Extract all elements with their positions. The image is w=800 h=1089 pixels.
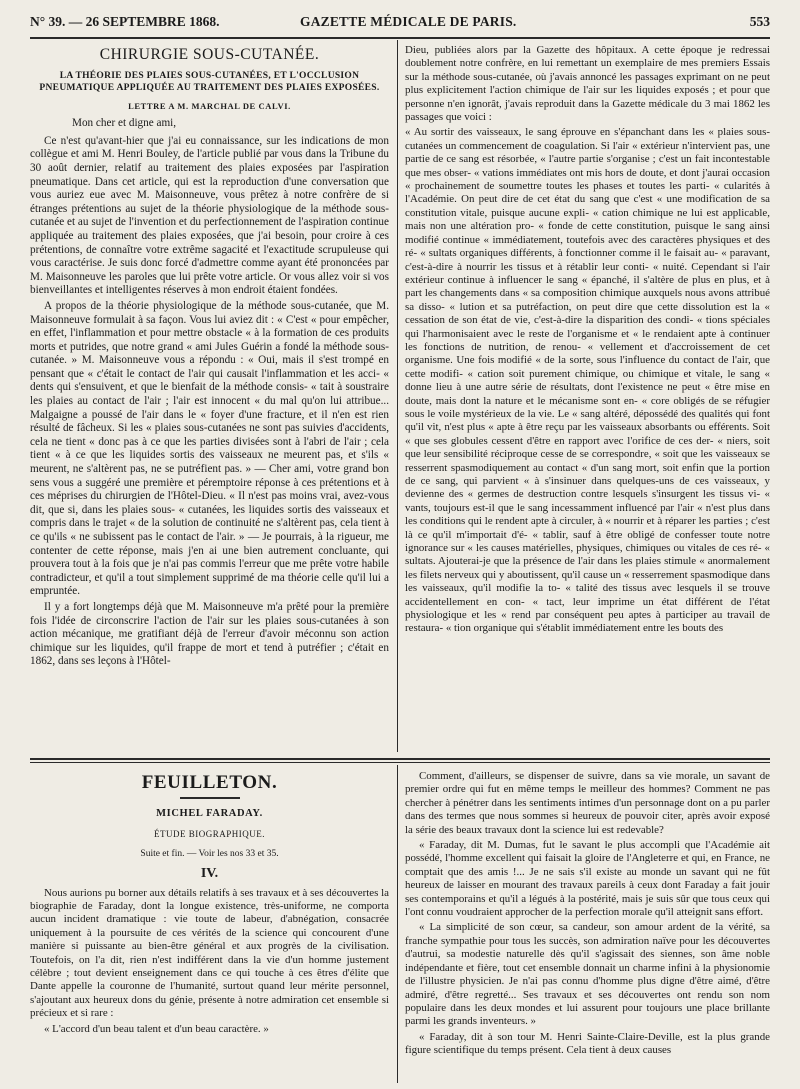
journal-title: GAZETTE MÉDICALE DE PARIS. <box>300 14 517 29</box>
feuilleton-right-column <box>405 770 770 1086</box>
page-number: 553 <box>749 14 770 29</box>
salutation: Mon cher et digne ami, <box>72 117 177 130</box>
article-left-column <box>30 44 389 754</box>
feuilleton-rule <box>30 758 770 760</box>
column-divider-top <box>397 40 398 752</box>
feuilleton-rule-thin <box>30 762 770 763</box>
article-subtitle: LA THÉORIE DES PLAIES SOUS-CUTANÉES, ET L'OCCLUSION PNEUMATIQUE APPLIQUÉE AU TRAITEMENT DES PLAIES EXPOSÉES. <box>39 70 380 93</box>
article-paragraph: A propos de la théorie physiologique de la méthode sous-cutanée, que M. Maisonneuve formulait à sa façon. Vous lui aviez dit : « C'est « pour empêcher, en effet, l'inflammation et pour mettre obstacle « à la formation de ces produits morts et putrides, que notre grand « ami Jules Guérin a fondé la méthode sous-cutanée. » M. Maisonneuve vous a répondu : « Oui, mais il s'est trompé en pensant que « c'était le contact de l'air qui causait l'inflammation et les acci- « dents qui s'ensuivent, et que le bienfait de la méthode consis- « tait à soustraire les plaies au contact de l'air ; l'air est innocent « du mal qu'on lui attribue... Malgaigne a poussé de l'air dans le « foyer d'une fracture, et il n'en est rien résulté de fâcheux. Si les « plaies sous-cutanées ne sont pas suivies d'accidents, cela ne tient « donc pas à ce que les parties divisées sont à l'abri de l'air ; cela tient « à ce que les liquides sortis des vaisseaux ne meurent pas, et s'ils « meurent, ne s'altèrent pas, ne se putréfient pas. » — Cher ami, votre grand bon sens vous a suggéré une première et péremptoire réponse à ces prétentions et à ces méprises du chirurgien de l'Hôtel-Dieu. « Il n'est pas moins vrai, avez-vous dit, que si, dans les plaies sous- « cutanées, les liquides sortis des vaisseaux et compris dans le trajet « de la solution de continuité ne s'altèrent pas, cela tient à ce qu'ils « ne subissent pas le contact de l'air. » — Je pourrais, à la rigueur, me contenter de cette réponse, mais j'en ai une bien autrement concluante, qui prouvera tout à la fois que je n'ai pas commis l'erreur que me prête votre habile contradicteur, et qu'il a tout simplement supprimé de ma théorie celle qu'il lui a empruntée. <box>30 299 389 598</box>
article-right-column <box>405 44 770 754</box>
feuilleton-title: FEUILLETON. <box>141 772 278 793</box>
feuilleton-paragraph: Comment, d'ailleurs, se dispenser de suivre, dans sa vie morale, un savant de premier ordre qui fut en même temps le meilleur des hommes? Comment ne pas chercher à pénétrer dans les sentiments intimes d'un personnage dont on a pu parler dans des termes que nous sommes si heureux de pouvoir citer, après avoir exposé la série des beaux travaux dont la science lui est redevable? <box>405 770 770 836</box>
article-quote: « Au sortir des vaisseaux, le sang éprouve en s'épanchant dans les « plaies sous-cutanées un commencement de coagulation. Si l'air « extérieur n'intervient pas, une partie de ce sang est résorbée, « l'autre partie s'organise ; c'est un fait incontestable que mes obser- « vations immédiates ont mis hors de doute, et dont j'aurai occasion « prochainement de soumettre toutes les phases et toutes les parti- « cularités à l'Académie. On peut dire de cet état du sang que c'est « une modification de sa constitution vitale, puisque aucune expli- « cation chimique ne lui est applicable, mais non une altération pro- « fonde de cette constitution, puisque le sang ainsi modifié continue « immédiatement, toutefois avec des caractères physiques et des ré- « sultats organiques différents, à fonctionner comme il le faisait au- « paravant, c'est-à-dire à nourrir les tissus et à rétablir leur conti- « nuité. Cependant si l'air extérieur continue à influencer le sang « épanché, il s'altère de plus en plus, et à part les changements dans « sa composition chimique auxquels nous avons attribué sa disso- « lution et sa putréfaction, on peut dire que cette dissolution est la « cessation de son état de vie, c'est-à-dire la disparition des condi- « tions spéciales qui l'harmonisaient avec le reste de l'organisme et « le rendaient apte à continuer les fonctions de nutrition, de renou- « vellement et d'accroissement de cet organisme. Une fois modifié « de la sorte, sous l'influence du contact de l'air, que cette modifi- « cation soit purement chimique, ou chimique et vitale, le sang « donne lieu à une autre série de résultats, dont l'existence ne peut « être mise en doute, mais dont la nature et le mécanisme sont en- « core obligés de se réfugier sous le voile mystérieux de la vie. Le « sang altéré, dépossédé des qualités qui font qu'il vit, n'est plus « apte à être reçu par les vaisseaux absorbants ou efférents. Soit « que ses globules cessent d'être en rapport avec l'orifice de ces der- « niers, soit que leur sensibilité réciproque cesse de se correspondre, « soit que les vaisseaux se resserrent spasmodiquement au contact « d'un sang mort, soit enfin que la portion de ce sang, qui parvient « à s'insinuer dans quelques-uns de ces vaisseaux, y devienne des « germes de destruction contre lesquels s'insurgent les tissus vi- « vants, toujours est-il que le sang incessamment influencé par l'air « n'est plus dans les conditions qui le rendent apte à circuler, à « nourrir et à réparer les parties ; c'est là ce qu'il m'importait d'é- « tablir, sauf à être obligé de confesser toute notre ignorance sur « les causes matérielles, physiques, chimiques ou vitales de ces ré- « sultats. Ajouterai-je que la présence de l'air dans les plaies stimule « anormalement les filets nerveux qui y aboutissent, qu'il cause un « resserrement spasmodique dans les vaisseaux, qu'il modifie la to- « talité des tissus avec lesquels il se trouve accidentellement en con- « tact, leur imprime un état différent de l'état physiologique et les « rend par conséquent peu aptes à participer au travail de restaura- « tion organique qui s'établit immédiatement entre les bouts des <box>405 126 770 635</box>
feuilleton-left-column <box>30 770 389 1086</box>
feuilleton-paragraph: « La simplicité de son cœur, sa candeur, son amour ardent de la vérité, sa franche sympathie pour tous les succès, son admiration naïve pour les découvertes d'autrui, sa modestie naturelle dès qu'il s'agissait des siennes, son âme noble indépendante et fière, tout cet ensemble donnait un charme infini à la physionomie de l'illustre physicien. Je n'ai pas connu d'homme plus digne d'être aimé, d'être admiré, d'être regretté... Ses travaux et ses découvertes ont rendu son nom populaire dans les deux mondes et lui assurent pour toujours une place brillante parmi les grands inventeurs. » <box>405 921 770 1028</box>
feuilleton-paragraph: « Faraday, dit à son tour M. Henri Sainte-Claire-Deville, est la plus grande figure scientifique du temps présent. Cela tient à deux causes <box>405 1030 770 1057</box>
header-rule <box>30 37 770 39</box>
feuilleton-kind: ÉTUDE BIOGRAPHIQUE. <box>154 829 265 840</box>
article-paragraph: Dieu, publiées alors par la Gazette des hôpitaux. A cette époque je redressai doublement notre confrère, en lui remettant un exemplaire de mes premiers Essais sur la méthode sous-cutanée, où j'avais annoncé les passages exprimant on ne peut plus explicitement l'action chimique de l'air sur les liquides exposés ; et pour que personne n'en ignorât, j'avais reproduit dans la Gazette médicale du 3 mai 1862 les passages que voici : <box>405 44 770 124</box>
page-header <box>30 12 770 34</box>
feuilleton-quote: « L'accord d'un beau talent et d'un beau caractère. » <box>44 1022 269 1035</box>
column-divider-bottom <box>397 765 398 1083</box>
article-title: CHIRURGIE SOUS-CUTANÉE. <box>99 46 320 63</box>
title-rule <box>180 797 240 799</box>
feuilleton-paragraph: Nous aurions pu borner aux détails relatifs à ses travaux et à ses découvertes la biographie de Faraday, dont la longue existence, très-uniforme, ne comporta aucun incident dramatique : vie toute de labeur, d'abnégation, consacrée uniquement à la poursuite de ces vérités de la science qui concourent d'une manière si puissante au bien-être général et aux progrès de la civilisation. Toutefois, on l'a dit, rien n'est indifférent dans la vie d'un homme justement célèbre ; tout devient enseignement dans ce qui touche à ces êtres d'élite que Dante appelle la couronne de l'humanité, surtout quand leur mérite personnel, s'ajoutant aux heureux dons du génie, présente à notre admiration cet ensemble si précieux et si rare : <box>30 886 389 1020</box>
article-paragraph: Il y a fort longtemps déjà que M. Maisonneuve m'a prêté pour la première fois l'idée de circonscrire l'action de l'air sur les plaies sous-cutanées à son action mécanique, me gratifiant déjà de l'erreur d'avoir méconnu son action chimique sur les liquides, qu'il frappe de mort et tend à putréfier ; c'était en 1862, dans ses leçons à l'Hôtel- <box>30 600 389 668</box>
feuilleton-paragraph: « Faraday, dit M. Dumas, fut le savant le plus accompli que l'Académie ait possédé, l'homme excellent qui faisait la gloire de l'Angleterre et qui, en France, ne comptait que des amis !... Je ne sais s'il existe au monde un savant qui ne fût heureux de laisser en mourant des travaux pareils à ceux dont Faraday a fait jouir ses contemporains et qu'il a légués à la postérité, mais je suis sûr que tous ceux qui l'ont connu voudraient approcher de la perfection morale qu'il atteignit sans effort. <box>405 839 770 919</box>
article-paragraph: Ce n'est qu'avant-hier que j'ai eu connaissance, sur les indications de mon collègue et ami M. Henri Bouley, de l'article publié par vous dans la Tribune du 30 août dernier, relatif au traitement des plaies exposées par l'aspiration pneumatique. Dans cet article, qui est la reproduction d'une conversation que vous auriez eue avec M. Maisonneuve, vous prêtez à notre confrère de si étranges prétentions au sujet de la théorie physiologique de la méthode sous-cutanée et au sujet de l'invention et du perfectionnement de l'aspiration continue appliquée au traitement des plaies exposées, que j'ai besoin, pour croire à ces prétentions, de connaître votre extrême sagacité et l'exactitude scrupuleuse qui vous caractérise. Je suis donc forcé d'admettre comme ayant été prononcées par M. Maisonneuve les paroles que lui prête votre article. Or vous allez voir si vos bienveillantes et intelligentes réserves à mon endroit étaient fondées. <box>30 134 389 297</box>
letter-heading: LETTRE A M. MARCHAL DE CALVI. <box>128 100 291 111</box>
feuilleton-author: MICHEL FARADAY. <box>156 807 263 819</box>
feuilleton-suite: Suite et fin. — Voir les nos 33 et 35. <box>140 848 279 859</box>
section-number: IV. <box>200 866 219 882</box>
issue-date: N° 39. — 26 SEPTEMBRE 1868. <box>30 14 220 29</box>
